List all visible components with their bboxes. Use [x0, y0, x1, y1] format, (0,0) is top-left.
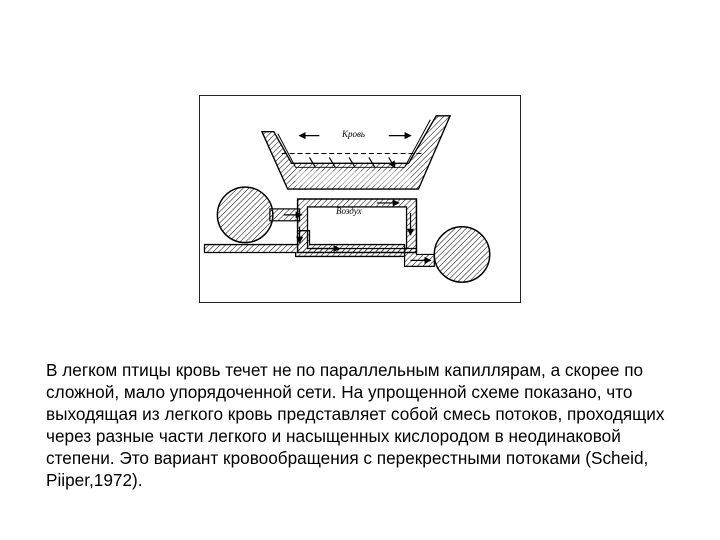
caption-text: В легком птицы кровь течет не по параллельным капиллярам, а скорее по сложной, мало упорядоченной сети. На упрощенной схеме показано, что выходящая из легкого кровь представляет собой смесь потоков, проходящих через разные части легкого и насыщенных кислородом в неодинаковой степени. Это вариант кровообращения с перекрестными потоками (Scheid, Piiper,1972).: [46, 360, 665, 490]
blood-label: Кровь: [342, 129, 365, 139]
crosscurrent-diagram: [200, 96, 520, 302]
blood-channel-inner: [278, 120, 431, 168]
air-label: Воздух: [336, 206, 362, 216]
schematic-figure: [199, 95, 521, 303]
air-sac-left: [217, 187, 272, 242]
connector-right: [405, 249, 435, 267]
air-sac-right: [434, 227, 489, 282]
